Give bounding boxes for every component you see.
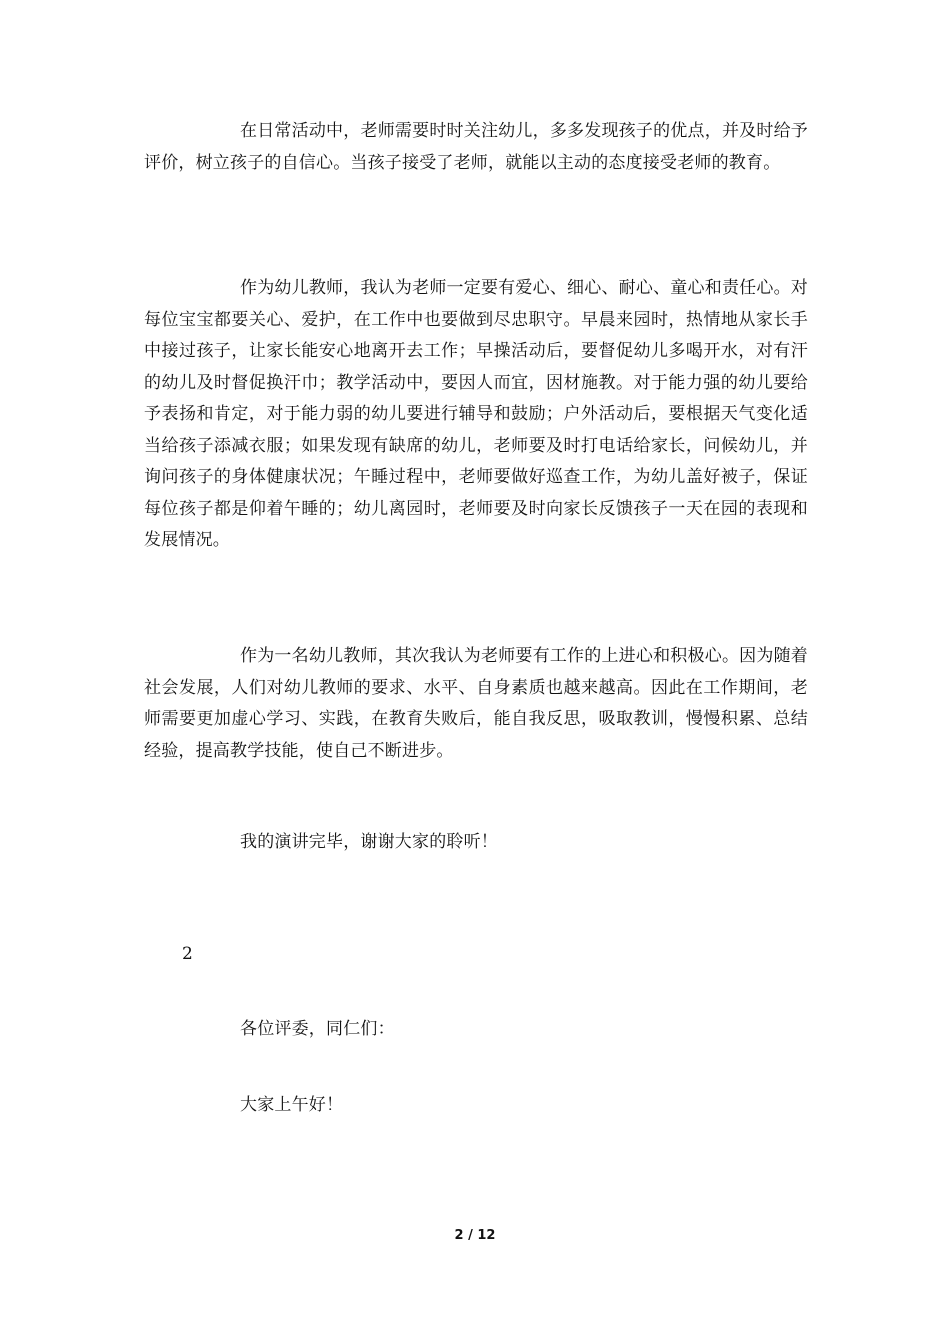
page-indicator: 2 / 12	[454, 1228, 496, 1243]
greeting-line: 各位评委，同仁们：	[240, 1019, 395, 1039]
closing-remark: 我的演讲完毕，谢谢大家的聆听！	[240, 832, 498, 852]
paragraph-teacher-qualities: 作为幼儿教师，我认为老师一定要有爱心、细心、耐心、童心和责任心。对每位宝宝都要关心、爱护，在工作中也要做到尽忠职守。早晨来园时，热情地从家长手中接过孩子，让家长能安心地离开去工作；早操活动后，要督促幼儿多喝开水，对有汗的幼儿及时督促换汗巾；教学活动中，要因人而宜，因材施教。对于能力强的幼儿要给予表扬和肯定，对于能力弱的幼儿要进行辅导和鼓励；户外活动后，要根据天气变化适当给孩子添减衣服；如果发现有缺席的幼儿，老师要及时打电话给家长，问候幼儿，并询问孩子的身体健康状况；午睡过程中，老师要做好巡查工作，为幼儿盖好被子，保证每位孩子都是仰着午睡的；幼儿离园时，老师要及时向家长反馈孩子一天在园的表现和发展情况。	[144, 278, 808, 550]
section-number: 2	[182, 944, 193, 964]
paragraph-daily-activities: 在日常活动中，老师需要时时关注幼儿，多多发现孩子的优点，并及时给予评价，树立孩子的自信心。当孩子接受了老师，就能以主动的态度接受老师的教育。	[144, 121, 808, 173]
salutation-line: 大家上午好！	[240, 1095, 344, 1115]
paragraph-progress: 作为一名幼儿教师，其次我认为老师要有工作的上进心和积极心。因为随着社会发展，人们对幼儿教师的要求、水平、自身素质也越来越高。因此在工作期间，老师需要更加虚心学习、实践，在教育失败后，能自我反思，吸取教训，慢慢积累、总结经验，提高教学技能，使自己不断进步。	[144, 646, 808, 761]
